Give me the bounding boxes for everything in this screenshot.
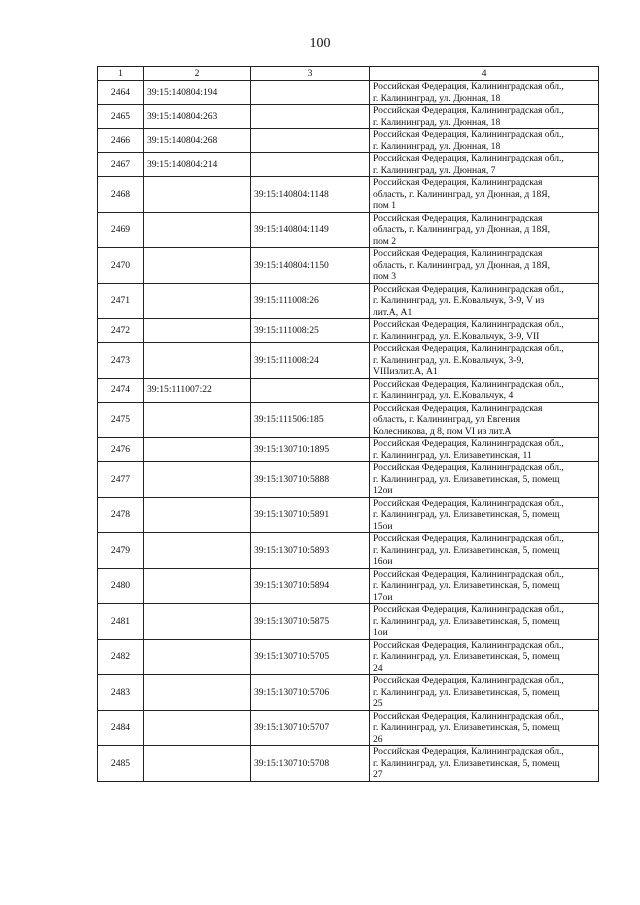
row-number: 2477: [98, 462, 144, 498]
row-number: 2465: [98, 105, 144, 129]
table-row: [98, 153, 599, 177]
column-header-1: 1: [98, 67, 144, 81]
row-number: 2469: [98, 212, 144, 248]
table-row: [98, 177, 599, 213]
cadastral-number-col3: [251, 81, 370, 105]
cadastral-number-col3: 39:15:140804:1150: [251, 248, 370, 284]
address-line: VIIIизлит.А, А1: [373, 366, 438, 377]
address-line: г. Калининград, ул. Дюнная, 18: [373, 92, 501, 104]
address-line: 27: [373, 769, 383, 780]
row-number: 2481: [98, 604, 144, 640]
cadastral-number-col2: [144, 343, 251, 379]
cadastral-number-col3: 39:15:130710:5707: [251, 710, 370, 746]
address-line: г. Калининград, ул. Елизаветинская, 11: [373, 449, 532, 461]
row-number: 2473: [98, 343, 144, 379]
address-line: Российская Федерация, Калининградская обл.,: [373, 639, 564, 651]
row-number: 2474: [98, 378, 144, 402]
address-line: г. Калининград, ул. Е.Ковальчук, 4: [373, 390, 514, 401]
row-number: 2482: [98, 639, 144, 675]
address-cell: [370, 438, 599, 462]
address-line: Колесникова, д 8, пом VI из лит.А: [373, 425, 512, 437]
cadastral-number-col3: 39:15:140804:1149: [251, 212, 370, 248]
address-line: Российская Федерация, Калининградская: [373, 248, 543, 259]
address-line: область, г. Калининград, ул Дюнная, д 18Я,: [373, 188, 551, 200]
address-cell: [370, 212, 599, 248]
address-cell: [370, 81, 599, 105]
address-cell: [370, 105, 599, 129]
table-row: [98, 378, 599, 402]
cadastral-number-col3: 39:15:130710:5893: [251, 533, 370, 569]
row-number: 2466: [98, 129, 144, 153]
row-number: 2470: [98, 248, 144, 284]
table-row: [98, 81, 599, 105]
address-line: г. Калининград, ул. Дюнная, 7: [373, 164, 496, 176]
address-line: г. Калининград, ул. Елизаветинская, 5, помещ: [373, 615, 560, 627]
address-line: г. Калининград, ул. Е.Ковальчук, 3-9, V из: [373, 295, 545, 306]
row-number: 2475: [98, 402, 144, 438]
cadastral-number-col2: [144, 639, 251, 675]
table-row: [98, 212, 599, 248]
table-row: [98, 675, 599, 711]
address-cell: [370, 639, 599, 675]
address-line: Российская Федерация, Калининградская обл.,: [373, 343, 564, 354]
address-line: Российская Федерация, Калининградская обл.,: [373, 746, 564, 757]
address-cell: [370, 533, 599, 569]
address-line: Российская Федерация, Калининградская обл.,: [373, 129, 564, 140]
address-line: г. Калининград, ул. Дюнная, 18: [373, 140, 501, 152]
address-line: 15ои: [373, 520, 393, 532]
cadastral-number-col2: [144, 462, 251, 498]
address-cell: [370, 604, 599, 640]
address-line: 12ои: [373, 485, 393, 496]
column-header-4: 4: [370, 67, 599, 81]
table-row: [98, 283, 599, 319]
row-number: 2485: [98, 746, 144, 782]
cadastral-number-col3: 39:15:111008:26: [251, 283, 370, 319]
address-line: 17ои: [373, 591, 393, 603]
row-number: 2476: [98, 438, 144, 462]
cadastral-number-col2: [144, 497, 251, 533]
cadastral-number-col2: [144, 568, 251, 604]
address-line: Российская Федерация, Калининградская: [373, 212, 543, 224]
cadastral-number-col2: [144, 675, 251, 711]
cadastral-number-col3: [251, 378, 370, 402]
address-line: г. Калининград, ул. Елизаветинская, 5, помещ: [373, 686, 560, 698]
table-row: [98, 402, 599, 438]
address-line: г. Калининград, ул. Елизаветинская, 5, помещ: [373, 544, 560, 556]
cadastral-number-col3: [251, 105, 370, 129]
table-row: [98, 568, 599, 604]
address-line: Российская Федерация, Калининградская обл.,: [373, 675, 564, 686]
address-cell: [370, 675, 599, 711]
cadastral-number-col3: 39:15:130710:5888: [251, 462, 370, 498]
row-number: 2468: [98, 177, 144, 213]
cadastral-number-col2: [144, 319, 251, 343]
cadastral-number-col2: 39:15:111007:22: [144, 378, 251, 402]
cadastral-number-col2: [144, 402, 251, 438]
address-line: Российская Федерация, Калининградская обл.,: [373, 462, 564, 473]
address-line: лит.А, А1: [373, 306, 413, 318]
cadastral-number-col3: 39:15:130710:5891: [251, 497, 370, 533]
row-number: 2467: [98, 153, 144, 177]
address-line: Российская Федерация, Калининградская обл.,: [373, 283, 564, 295]
address-line: Российская Федерация, Калининградская обл.,: [373, 497, 564, 509]
address-cell: [370, 153, 599, 177]
row-number: 2483: [98, 675, 144, 711]
table-row: [98, 604, 599, 640]
table-row: [98, 746, 599, 782]
address-cell: [370, 378, 599, 402]
address-line: пом 2: [373, 235, 397, 247]
cadastral-number-col2: [144, 248, 251, 284]
row-number: 2479: [98, 533, 144, 569]
table-row: [98, 639, 599, 675]
address-line: Российская Федерация, Калининградская обл.,: [373, 533, 564, 544]
address-line: 26: [373, 733, 383, 745]
address-line: г. Калининград, ул. Елизаветинская, 5, помещ: [373, 757, 560, 769]
cadastral-number-col2: 39:15:140804:268: [144, 129, 251, 153]
cadastral-number-col2: [144, 710, 251, 746]
address-line: область, г. Калининград, ул Евгения: [373, 414, 521, 425]
address-line: г. Калининград, ул. Елизаветинская, 5, помещ: [373, 580, 560, 591]
cadastral-number-col2: [144, 604, 251, 640]
cadastral-number-col2: [144, 283, 251, 319]
property-table: [97, 66, 599, 782]
table-body: [98, 81, 599, 782]
table-row: [98, 438, 599, 462]
address-cell: [370, 283, 599, 319]
address-line: Российская Федерация, Калининградская обл.,: [373, 105, 564, 116]
address-cell: [370, 248, 599, 284]
address-cell: [370, 177, 599, 213]
cadastral-number-col2: [144, 212, 251, 248]
cadastral-number-col2: [144, 533, 251, 569]
address-line: 24: [373, 662, 383, 674]
address-line: 1ои: [373, 627, 388, 638]
address-line: пом 3: [373, 271, 397, 282]
address-line: г. Калининград, ул. Елизаветинская, 5, помещ: [373, 651, 560, 662]
address-line: Российская Федерация, Калининградская обл.,: [373, 438, 564, 449]
cadastral-number-col3: 39:15:140804:1148: [251, 177, 370, 213]
address-line: Российская Федерация, Калининградская: [373, 177, 543, 188]
address-cell: [370, 746, 599, 782]
cadastral-number-col3: 39:15:130710:5894: [251, 568, 370, 604]
address-cell: [370, 568, 599, 604]
address-line: Российская Федерация, Калининградская обл.,: [373, 81, 564, 92]
cadastral-number-col3: 39:15:130710:5875: [251, 604, 370, 640]
address-line: пом 1: [373, 200, 397, 211]
table-row: [98, 248, 599, 284]
address-line: 25: [373, 698, 383, 709]
address-line: г. Калининград, ул. Е.Ковальчук, 3-9, VII: [373, 330, 540, 342]
column-header-2: 2: [144, 67, 251, 81]
cadastral-number-col3: 39:15:130710:5705: [251, 639, 370, 675]
column-header-3: 3: [251, 67, 370, 81]
cadastral-number-col3: [251, 129, 370, 153]
cadastral-number-col3: 39:15:111506:185: [251, 402, 370, 438]
address-line: г. Калининград, ул. Дюнная, 18: [373, 116, 501, 128]
cadastral-number-col3: 39:15:111008:25: [251, 319, 370, 343]
table-row: [98, 343, 599, 379]
cadastral-number-col2: 39:15:140804:263: [144, 105, 251, 129]
row-number: 2472: [98, 319, 144, 343]
address-line: г. Калининград, ул. Елизаветинская, 5, помещ: [373, 473, 560, 485]
address-line: Российская Федерация, Калининградская обл.,: [373, 378, 564, 390]
address-cell: [370, 129, 599, 153]
cadastral-number-col2: [144, 177, 251, 213]
table-row: [98, 533, 599, 569]
address-line: Российская Федерация, Калининградская обл.,: [373, 319, 564, 330]
address-cell: [370, 710, 599, 746]
table-row: [98, 105, 599, 129]
address-line: Российская Федерация, Калининградская обл.,: [373, 710, 564, 722]
cadastral-number-col2: [144, 438, 251, 462]
cadastral-number-col2: [144, 746, 251, 782]
cadastral-number-col3: 39:15:111008:24: [251, 343, 370, 379]
address-cell: [370, 343, 599, 379]
address-cell: [370, 497, 599, 533]
cadastral-number-col3: 39:15:130710:5708: [251, 746, 370, 782]
table-row: [98, 319, 599, 343]
page-number: 100: [309, 36, 331, 51]
row-number: 2484: [98, 710, 144, 746]
row-number: 2478: [98, 497, 144, 533]
address-cell: [370, 462, 599, 498]
table-row: [98, 462, 599, 498]
address-line: область, г. Калининград, ул Дюнная, д 18Я,: [373, 224, 551, 235]
address-cell: [370, 402, 599, 438]
row-number: 2480: [98, 568, 144, 604]
table-row: [98, 710, 599, 746]
address-line: 16ои: [373, 556, 393, 567]
address-line: область, г. Калининград, ул Дюнная, д 18Я,: [373, 259, 551, 271]
address-line: г. Калининград, ул. Елизаветинская, 5, помещ: [373, 722, 560, 733]
cadastral-number-col3: 39:15:130710:1895: [251, 438, 370, 462]
cadastral-number-col2: 39:15:140804:194: [144, 81, 251, 105]
address-line: Российская Федерация, Калининградская обл.,: [373, 604, 564, 615]
table-row: [98, 497, 599, 533]
address-line: г. Калининград, ул. Е.Ковальчук, 3-9,: [373, 354, 524, 366]
address-line: Российская Федерация, Калининградская обл.,: [373, 568, 564, 580]
address-line: Российская Федерация, Калининградская: [373, 402, 543, 414]
row-number: 2471: [98, 283, 144, 319]
address-line: г. Калининград, ул. Елизаветинская, 5, помещ: [373, 509, 560, 520]
cadastral-number-col2: 39:15:140804:214: [144, 153, 251, 177]
row-number: 2464: [98, 81, 144, 105]
table-row: [98, 129, 599, 153]
cadastral-number-col3: [251, 153, 370, 177]
address-cell: [370, 319, 599, 343]
header-row: [98, 67, 599, 81]
address-line: Российская Федерация, Калининградская обл.,: [373, 153, 564, 164]
cadastral-number-col3: 39:15:130710:5706: [251, 675, 370, 711]
